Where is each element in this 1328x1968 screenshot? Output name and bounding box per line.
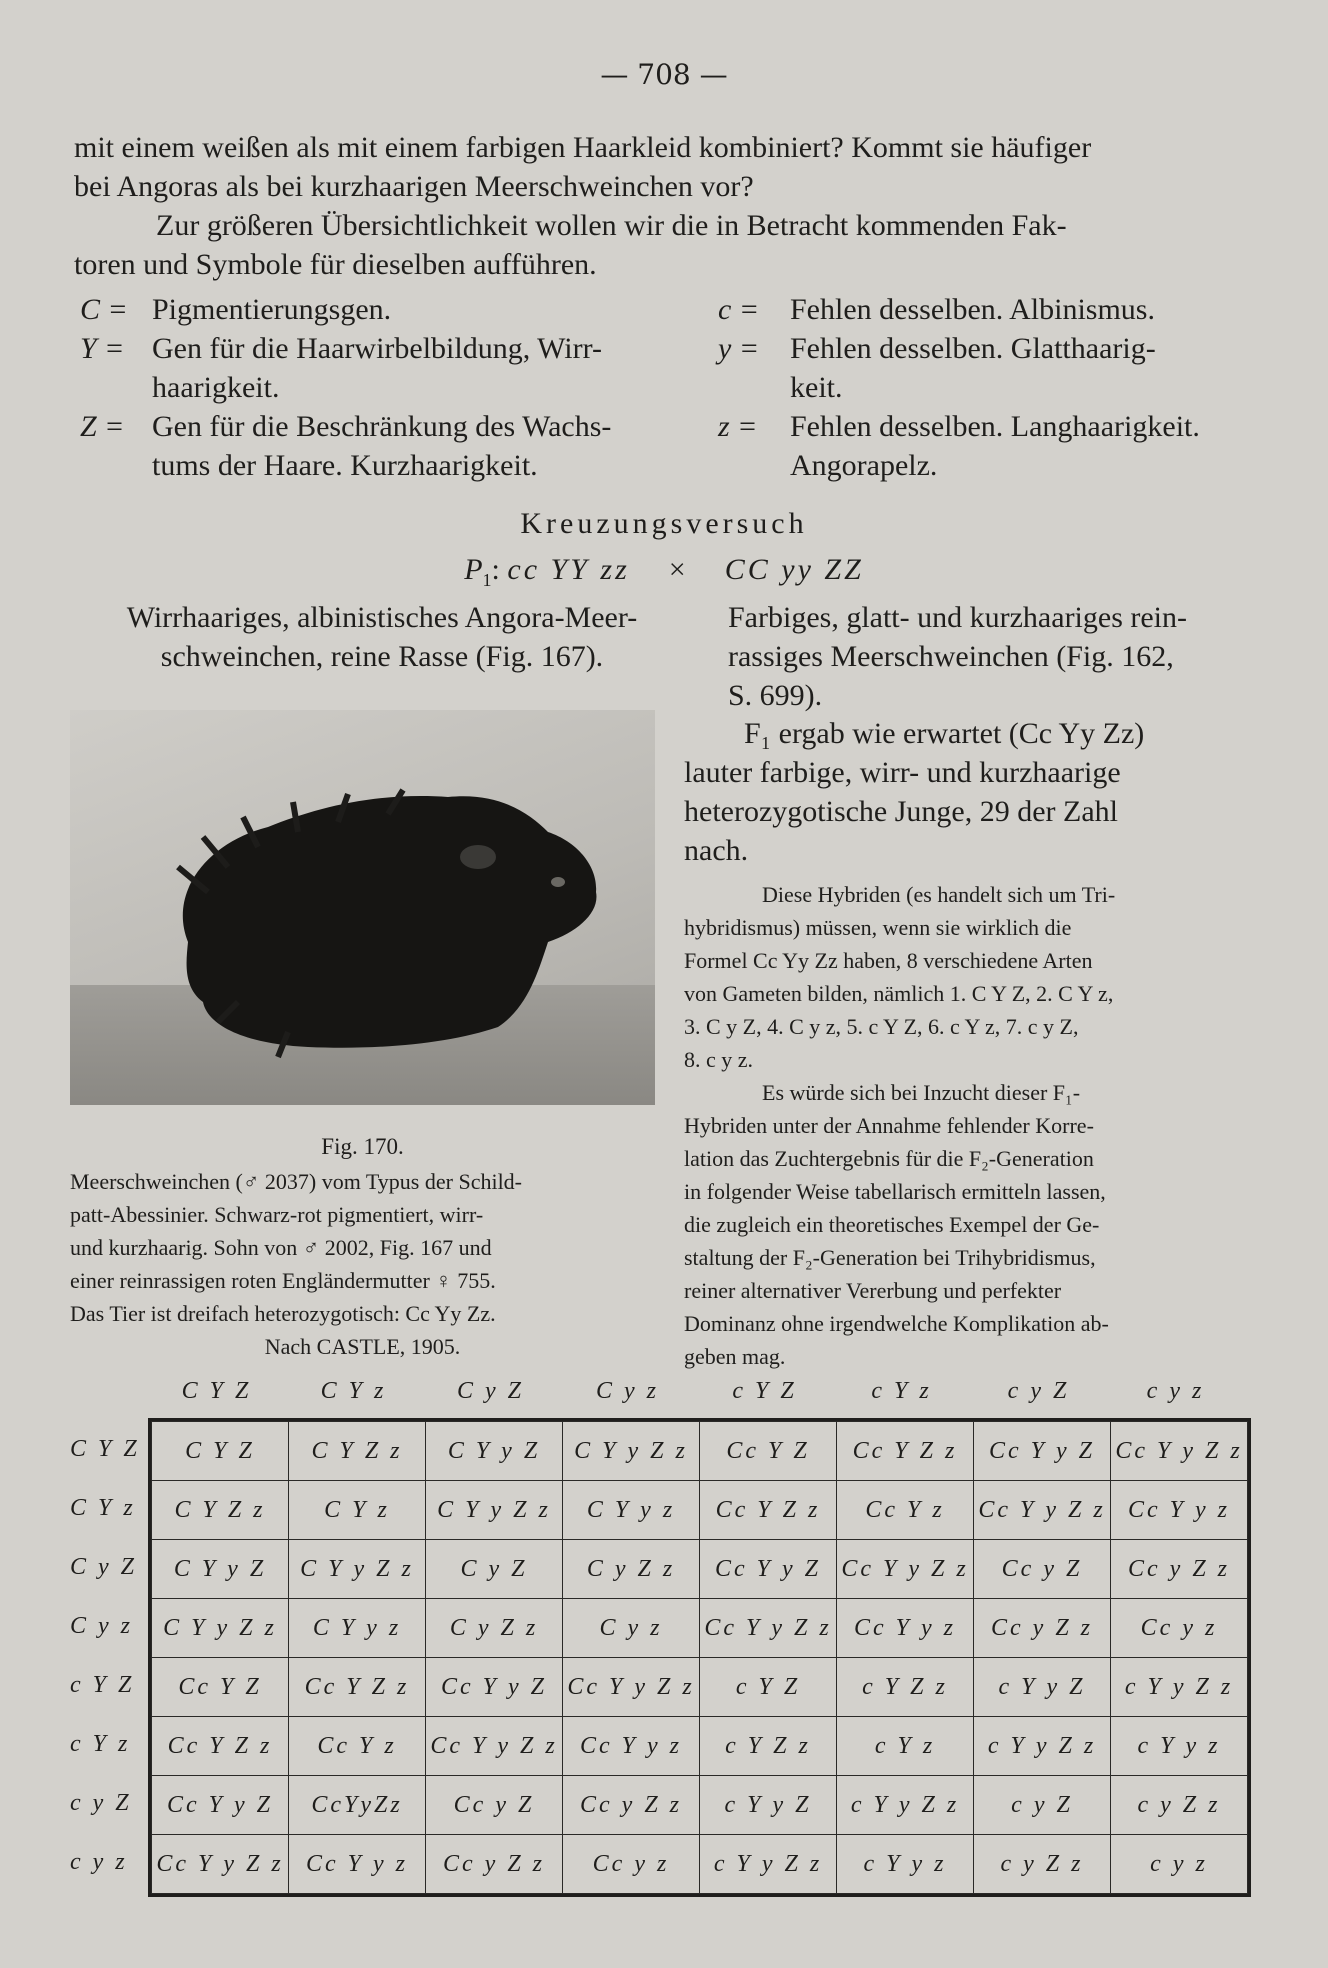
text-line: Farbiges, glatt- und kurzhaariges rein- xyxy=(728,601,1188,634)
text-line: bei Angoras als bei kurzhaarigen Meerschweinchen vor? xyxy=(74,170,754,203)
table-cell: c Y y z xyxy=(1111,1717,1248,1776)
table-cell: Cc Y z xyxy=(837,1481,974,1540)
table-cell: C Y y z xyxy=(289,1599,426,1658)
symbol-label: y = xyxy=(718,332,760,365)
table-cell: Cc Y Z z xyxy=(152,1717,289,1776)
text-line: Diese Hybriden (es handelt sich um Tri- xyxy=(762,882,1116,907)
left-parent-desc xyxy=(72,598,692,676)
table-cell: Cc y Z z xyxy=(426,1835,563,1894)
col-header: C Y Z xyxy=(181,1378,252,1404)
table-cell: Cc y z xyxy=(1111,1599,1248,1658)
table-cell: Cc Y y Z z xyxy=(563,1658,700,1717)
caption-line: einer reinrassigen roten Engländermutter ♀ 755. xyxy=(70,1268,496,1293)
table-cell: Cc y z xyxy=(563,1835,700,1894)
symbol-label: Y = xyxy=(80,332,125,365)
symbol-z xyxy=(718,407,1278,446)
symbol-text: Gen für die Beschränkung des Wachs- xyxy=(152,410,612,443)
table-cell: Cc Y Z z xyxy=(837,1422,974,1481)
caption-line: Das Tier ist dreifach heterozygotisch: Cc Yy Zz. xyxy=(70,1301,496,1326)
guinea-pig-silhouette xyxy=(148,772,618,1072)
table-cell: C y z xyxy=(563,1599,700,1658)
table-cell: Cc y Z z xyxy=(1111,1540,1248,1599)
table-cell: C Y y Z z xyxy=(426,1481,563,1540)
table-row xyxy=(152,1422,1248,1481)
row-header: c y Z xyxy=(70,1790,132,1816)
table-cell: Cc Y y Z z xyxy=(837,1540,974,1599)
symbol-label: z = xyxy=(718,410,758,443)
f1-paragraph xyxy=(684,714,1254,870)
text-line: lauter farbige, wirr- und kurzhaarige xyxy=(684,756,1121,789)
figure-caption xyxy=(70,1130,655,1363)
table-cell: Cc Y y Z z xyxy=(1111,1422,1248,1481)
symbol-text-cont: Angorapelz. xyxy=(790,449,938,482)
table-cell: c Y z xyxy=(837,1717,974,1776)
table-cell: Cc Y Z xyxy=(700,1422,837,1481)
table-cell: C Y Z z xyxy=(289,1422,426,1481)
table-row xyxy=(152,1717,1248,1776)
row-header: c Y z xyxy=(70,1731,131,1757)
col-header: C Y z xyxy=(320,1378,387,1404)
table-row xyxy=(152,1599,1248,1658)
p1-label: P xyxy=(464,553,483,586)
table-cell: Cc Y Z z xyxy=(289,1658,426,1717)
table-cell: c Y Z z xyxy=(700,1717,837,1776)
row-header: c Y Z xyxy=(70,1672,135,1698)
text-line: nach. xyxy=(684,834,749,867)
table-cell: C y Z xyxy=(426,1540,563,1599)
page-number: — 708 — xyxy=(600,58,728,91)
table-cell: C Y y z xyxy=(563,1481,700,1540)
table-cell: C y Z z xyxy=(563,1540,700,1599)
text-line: geben mag. xyxy=(684,1344,786,1369)
table-row xyxy=(152,1540,1248,1599)
table-cell: C Y z xyxy=(289,1481,426,1540)
table-cell: Cc Y y Z xyxy=(974,1422,1111,1481)
symbol-text: Pigmentierungsgen. xyxy=(152,293,392,326)
text-line: reiner alternativer Vererbung und perfekter xyxy=(684,1278,1062,1303)
table-cell: Cc y Z z xyxy=(563,1776,700,1835)
text-line: staltung der F₂-Generation bei Trihybridismus, xyxy=(684,1245,1096,1270)
symbol-text-cont: keit. xyxy=(790,371,843,404)
table-cell: c y z xyxy=(1111,1835,1248,1894)
symbol-c xyxy=(718,290,1278,329)
symbol-label: c = xyxy=(718,293,760,326)
text-line: Formel Cc Yy Zz haben, 8 verschiedene Arten xyxy=(684,948,1093,973)
row-header: C Y Z xyxy=(70,1436,140,1462)
p1-subscript: 1 xyxy=(482,570,492,590)
col-header: c Y Z xyxy=(732,1378,797,1404)
col-header: C y z xyxy=(596,1378,659,1404)
row-header: c y z xyxy=(70,1849,128,1875)
table-cell: C Y Z z xyxy=(152,1481,289,1540)
text-line: mit einem weißen als mit einem farbigen Haarkleid kombiniert? Kommt sie häufiger xyxy=(74,131,1092,164)
text-line: in folgender Weise tabellarisch ermitteln lassen, xyxy=(684,1179,1106,1204)
symbol-text: Fehlen desselben. Langhaarigkeit. xyxy=(790,410,1200,443)
caption-line: Meerschweinchen (♂ 2037) vom Typus der Schild- xyxy=(70,1169,523,1194)
punnett-table xyxy=(151,1421,1248,1894)
table-cell: Cc Y y Z xyxy=(426,1658,563,1717)
table-cell: Cc Y y z xyxy=(289,1835,426,1894)
table-cell: C Y y Z xyxy=(152,1540,289,1599)
symbol-label: Z = xyxy=(80,410,125,443)
table-cell: c Y Z z xyxy=(837,1658,974,1717)
table-cell: Cc Y y z xyxy=(563,1717,700,1776)
text-line: Hybriden unter der Annahme fehlender Korre- xyxy=(684,1113,1094,1138)
row-header: C y z xyxy=(70,1613,133,1639)
table-cell: Cc Y y Z z xyxy=(152,1835,289,1894)
caption-line: patt-Abessinier. Schwarz-rot pigmentiert, wirr- xyxy=(70,1202,484,1227)
table-cell: Cc Y y Z xyxy=(700,1540,837,1599)
text-line: von Gameten bilden, nämlich 1. C Y Z, 2. C Y z, xyxy=(684,981,1114,1006)
symbol-text: Fehlen desselben. Glatthaarig- xyxy=(790,332,1156,365)
cross-heading: Kreuzungsversuch xyxy=(520,507,808,540)
text-line: Dominanz ohne irgendwelche Komplikation ab- xyxy=(684,1311,1109,1336)
symbol-text-cont: haarigkeit. xyxy=(152,371,280,404)
hybrid-paragraph xyxy=(684,878,1254,1373)
text-line: toren und Symbole für dieselben aufführen. xyxy=(74,248,597,281)
guinea-pig-photo xyxy=(70,710,655,1105)
table-cell: C Y y Z xyxy=(426,1422,563,1481)
table-cell: Cc Y y Z xyxy=(152,1776,289,1835)
col-header: c Y z xyxy=(871,1378,932,1404)
text-line: lation das Zuchtergebnis für die F₂-Generation xyxy=(684,1146,1094,1171)
col-header: C y Z xyxy=(456,1378,524,1404)
table-cell: Cc Y y z xyxy=(1111,1481,1248,1540)
table-cell: c Y y Z z xyxy=(974,1717,1111,1776)
symbols-left xyxy=(80,290,700,485)
table-row xyxy=(152,1481,1248,1540)
table-row xyxy=(152,1776,1248,1835)
table-cell: c Y Z xyxy=(700,1658,837,1717)
cross-formula xyxy=(0,550,1328,600)
table-cell: Cc Y y Z z xyxy=(426,1717,563,1776)
intro-paragraph xyxy=(74,128,1270,284)
col-header: c y z xyxy=(1146,1378,1205,1404)
table-cell: c y Z z xyxy=(974,1835,1111,1894)
p1-left-genotype: cc YY zz xyxy=(507,553,630,586)
table-cell: c Y y Z z xyxy=(1111,1658,1248,1717)
symbol-Z xyxy=(80,407,700,446)
symbol-y xyxy=(718,329,1278,368)
text-line: die zugleich ein theoretisches Exempel der Ge- xyxy=(684,1212,1100,1237)
table-cell: Cc Y y Z z xyxy=(974,1481,1111,1540)
text-line: 8. c y z. xyxy=(684,1047,754,1072)
col-header: c y Z xyxy=(1007,1378,1070,1404)
table-cell: C Y y Z z xyxy=(563,1422,700,1481)
table-cell: Cc Y y Z z xyxy=(700,1599,837,1658)
row-header: C y Z xyxy=(70,1554,138,1580)
right-parent-desc xyxy=(728,598,1280,715)
table-cell: Cc Y z xyxy=(289,1717,426,1776)
table-cell: c Y y Z z xyxy=(837,1776,974,1835)
table-cell: c y Z z xyxy=(1111,1776,1248,1835)
table-cell: Cc y Z xyxy=(426,1776,563,1835)
caption-line: und kurzhaarig. Sohn von ♂ 2002, Fig. 167 und xyxy=(70,1235,492,1260)
p1-colon: : xyxy=(491,553,500,586)
table-cell: Cc Y Z z xyxy=(700,1481,837,1540)
table-cell: C y Z z xyxy=(426,1599,563,1658)
table-cell: c Y y z xyxy=(837,1835,974,1894)
table-cell: C Y y Z z xyxy=(289,1540,426,1599)
text-line: hybridismus) müssen, wenn sie wirklich die xyxy=(684,915,1072,940)
symbols-right xyxy=(718,290,1278,485)
p1-right-genotype: CC yy ZZ xyxy=(724,553,864,586)
table-cell: CcYyZz xyxy=(289,1776,426,1835)
row-header: C Y z xyxy=(70,1495,136,1521)
table-cell: Cc Y y z xyxy=(837,1599,974,1658)
table-row xyxy=(152,1835,1248,1894)
table-cell: Cc y Z z xyxy=(974,1599,1111,1658)
symbol-Y xyxy=(80,329,700,368)
table-cell: C Y y Z z xyxy=(152,1599,289,1658)
caption-line: Nach CASTLE, 1905. xyxy=(264,1334,461,1359)
text-line: F₁ ergab wie erwartet (Cc Yy Zz) xyxy=(744,717,1145,750)
table-cell: c Y y Z xyxy=(974,1658,1111,1717)
table-cell: c Y y Z xyxy=(700,1776,837,1835)
symbol-label: C = xyxy=(80,293,128,326)
symbol-text-cont: tums der Haare. Kurzhaarigkeit. xyxy=(152,449,538,482)
text-line: Zur größeren Übersichtlichkeit wollen wir die in Betracht kommenden Fak- xyxy=(156,209,1067,242)
table-row xyxy=(152,1658,1248,1717)
table-cell: Cc Y Z xyxy=(152,1658,289,1717)
symbol-text: Gen für die Haarwirbelbildung, Wirr- xyxy=(152,332,602,365)
text-line: rassiges Meerschweinchen (Fig. 162, xyxy=(728,640,1174,673)
cross-times: × xyxy=(668,553,686,586)
punnett-square xyxy=(148,1418,1251,1897)
symbol-text: Fehlen desselben. Albinismus. xyxy=(790,293,1155,326)
table-cell: C Y Z xyxy=(152,1422,289,1481)
figure-label: Fig. 170. xyxy=(321,1134,404,1159)
text-line: 3. C y Z, 4. C y z, 5. c Y Z, 6. c Y z, 7. c y Z, xyxy=(684,1014,1079,1039)
table-cell: c Y y Z z xyxy=(700,1835,837,1894)
text-line: S. 699). xyxy=(728,679,823,712)
symbol-C xyxy=(80,290,700,329)
text-line: Wirrhaariges, albinistisches Angora-Meer- xyxy=(126,601,638,634)
table-cell: Cc y Z xyxy=(974,1540,1111,1599)
table-cell: c y Z xyxy=(974,1776,1111,1835)
text-line: Es würde sich bei Inzucht dieser F₁- xyxy=(762,1080,1081,1105)
text-line: schweinchen, reine Rasse (Fig. 167). xyxy=(160,640,604,673)
text-line: heterozygotische Junge, 29 der Zahl xyxy=(684,795,1119,828)
